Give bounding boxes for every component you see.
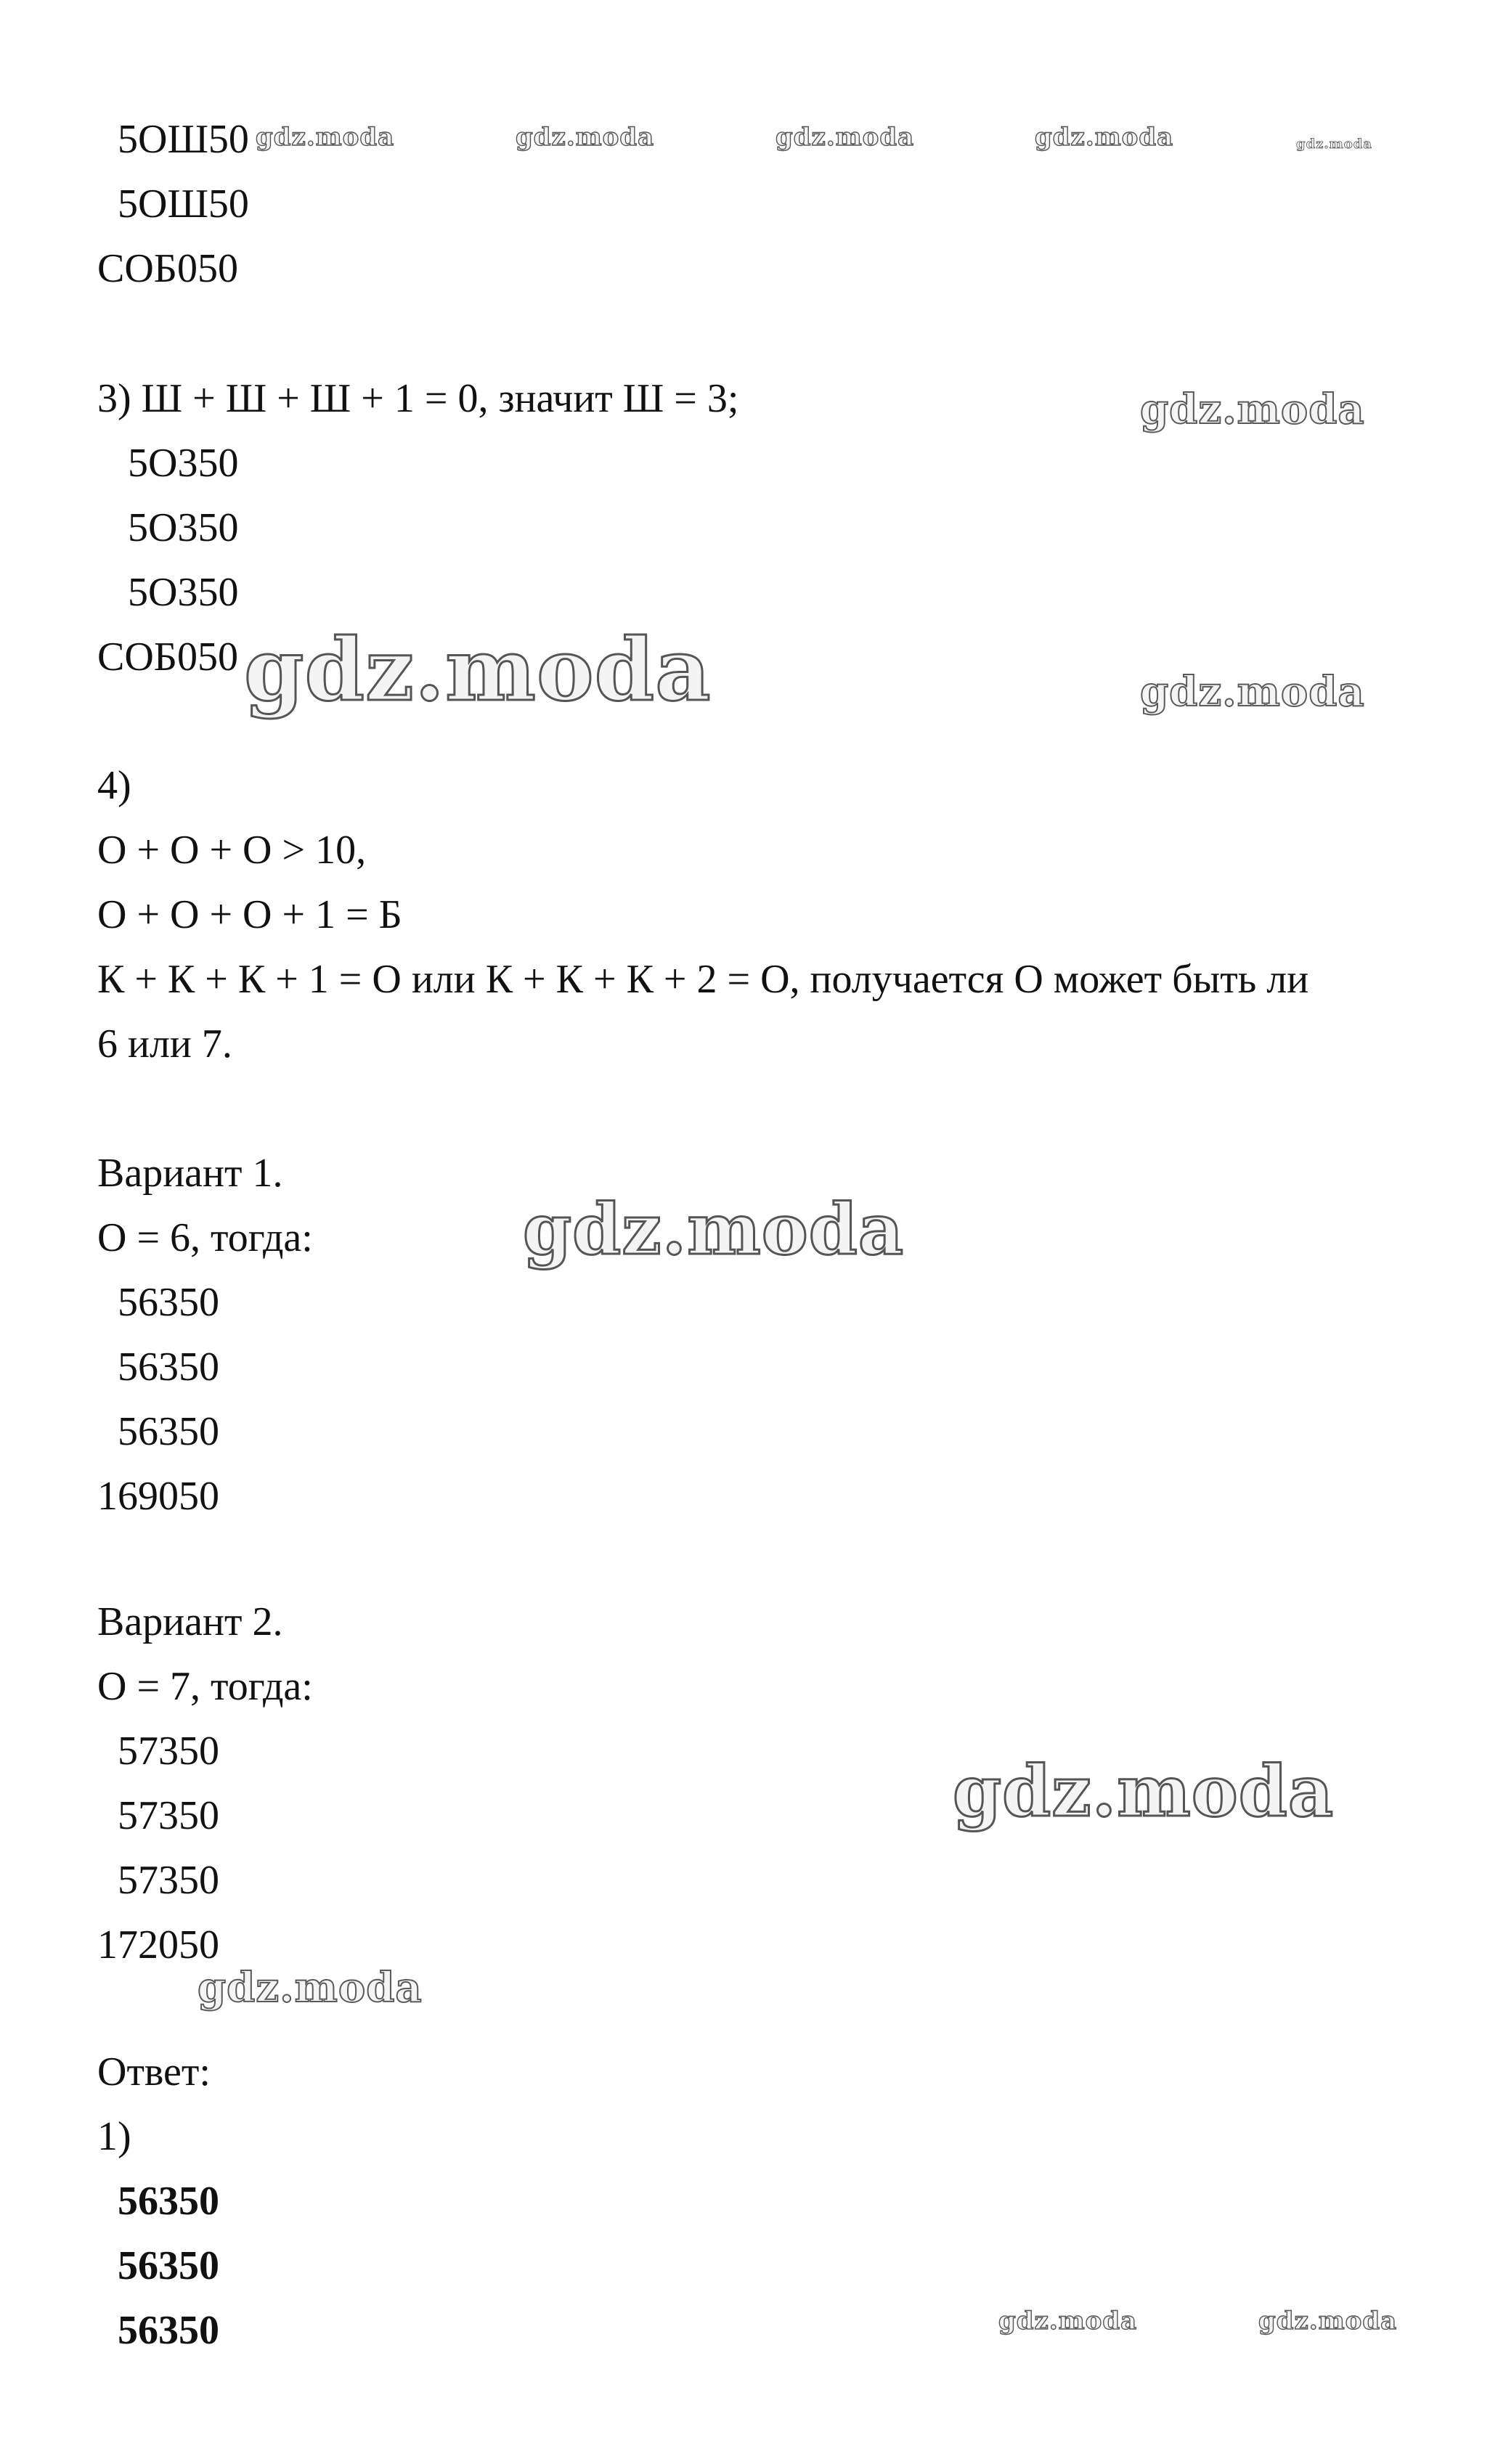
watermark: gdz.moda [1035, 123, 1174, 152]
text-line: О + О + О > 10, [97, 828, 367, 873]
text-line: 5ОШ50 [118, 117, 249, 162]
text-line: 57350 [118, 1793, 219, 1838]
watermark: gdz.moda [775, 123, 915, 152]
answer-line: 56350 [118, 2243, 219, 2288]
watermark: gdz.moda [516, 123, 655, 152]
text-line: 5О350 [128, 505, 239, 550]
text-line: О = 6, тогда: [97, 1215, 313, 1260]
text-line: 57350 [118, 1729, 219, 1774]
text-line: 5О350 [128, 570, 239, 615]
text-line: О + О + О + 1 = Б [97, 892, 402, 937]
text-line: 3) Ш + Ш + Ш + 1 = 0, значит Ш = 3; [97, 376, 739, 421]
text-line: 5ОШ50 [118, 181, 249, 227]
text-line: 4) [97, 763, 131, 808]
watermark: gdz.moda [1296, 136, 1372, 152]
text-line: 1) [97, 2114, 131, 2159]
text-line: 56350 [118, 1280, 219, 1325]
watermark: gdz.moda [1140, 668, 1365, 716]
text-line: СОБ050 [97, 246, 238, 291]
text-line: Вариант 1. [97, 1151, 283, 1196]
watermark: gdz.moda [1140, 385, 1365, 433]
watermark: gdz.moda [1258, 2306, 1398, 2336]
watermark: gdz.moda [523, 1188, 905, 1270]
watermark: gdz.moda [198, 1964, 423, 2012]
watermark: gdz.moda [256, 123, 395, 152]
text-line: О = 7, тогда: [97, 1664, 313, 1709]
text-line: 5О350 [128, 441, 239, 486]
text-line: 169050 [97, 1474, 219, 1519]
text-line: Ответ: [97, 2049, 211, 2094]
watermark: gdz.moda [953, 1750, 1335, 1832]
text-line: СОБ050 [97, 635, 238, 680]
text-line: 57350 [118, 1858, 219, 1903]
text-line: К + К + К + 1 = О или К + К + К + 2 = О, получается О может быть ли [97, 957, 1309, 1002]
text-line: 56350 [118, 1409, 219, 1454]
text-line: 56350 [118, 1345, 219, 1390]
answer-line: 56350 [118, 2179, 219, 2224]
text-line: 6 или 7. [97, 1021, 232, 1066]
watermark: gdz.moda [244, 619, 712, 720]
text-line: 172050 [97, 1922, 219, 1967]
watermark: gdz.moda [998, 2306, 1138, 2336]
answer-line: 56350 [118, 2308, 219, 2353]
text-line: Вариант 2. [97, 1599, 283, 1644]
